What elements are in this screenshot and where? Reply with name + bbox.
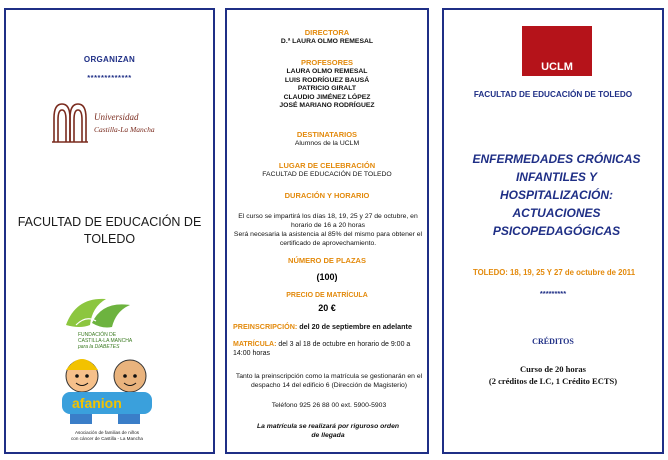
fundacion-line2: CASTILLA-LA MANCHA — [78, 338, 133, 344]
plazas-value: (100) — [316, 272, 338, 282]
matricula-text: del 3 al 18 de octubre en horario de 9:00 a 14:00 horas — [233, 341, 411, 357]
preinscripcion-text: del 20 de septiembre en adelante — [299, 322, 412, 331]
profesor-item: LAURA OLMO REMESAL — [286, 68, 368, 75]
stars-divider: ********* — [539, 289, 567, 298]
duracion-heading: DURACIÓN Y HORARIO — [284, 191, 370, 200]
afanion-caption-2: con cáncer de Castilla - La Mancha — [70, 436, 144, 441]
fundacion-line3: para la DIABETES — [78, 344, 120, 350]
duracion-text: El curso se impartirá los días 18, 19, 25 y 27 de octubre, en horario de 16 a 20 horas — [238, 213, 418, 229]
profesor-item: CLAUDIO JIMÉNEZ LÓPEZ — [283, 93, 371, 101]
title-line: PSICOPEDAGÓGICAS — [492, 224, 621, 238]
facultad-line2: TOLEDO — [83, 232, 136, 246]
facultad-header: FACULTAD DE EDUCACIÓN DE TOLEDO — [473, 90, 633, 99]
organizan-heading: ORGANIZAN — [83, 55, 136, 64]
asistencia-text: Será necesaria la asistencia al 85% del mismo para obtener el certificado de aprovechamiento. — [233, 231, 423, 247]
uclm-university-logo — [50, 98, 175, 146]
destinatarios-heading: DESTINATARIOS — [296, 130, 358, 139]
matricula-label: MATRÍCULA: — [233, 341, 277, 348]
plazas-heading: NÚMERO DE PLAZAS — [288, 256, 366, 265]
nota-text: La matrícula se realizará por riguroso orden de llegada — [256, 423, 400, 439]
facultad-title — [12, 214, 207, 248]
title-line: HOSPITALIZACIÓN: — [499, 188, 614, 202]
uclm-badge-text: UCLM — [541, 61, 573, 73]
right-panel — [442, 8, 664, 454]
creditos-line2: (2 créditos de LC, 1 Crédito ECTS) — [488, 376, 618, 386]
title-line: ACTUACIONES — [512, 206, 601, 220]
afanion-word: afanion — [72, 395, 122, 411]
profesor-item: LUIS RODRÍGUEZ BAUSÁ — [284, 76, 370, 84]
left-panel — [4, 8, 215, 454]
preinscripcion-label: PREINSCRIPCIÓN: — [233, 322, 298, 331]
fundacion-diabetes-logo — [46, 295, 186, 351]
preinscripcion-block — [233, 323, 425, 332]
profesor-item: JOSÉ MARIANO RODRÍGUEZ — [279, 102, 375, 109]
children-logo-icon — [52, 348, 162, 448]
profesores-list — [227, 68, 427, 111]
facultad-line1: FACULTAD DE EDUCACIÓN DE — [17, 215, 202, 229]
leaf-logo-icon — [46, 295, 186, 351]
creditos-line1: Curso de 20 horas — [520, 364, 586, 374]
telefono-text: Teléfono 925 26 88 00 ext. 5900-5903 — [271, 402, 387, 409]
course-title — [454, 150, 659, 240]
title-line: ENFERMEDADES CRÓNICAS — [472, 152, 641, 166]
fundacion-line1: FUNDACIÓN DE — [78, 332, 117, 338]
creditos-heading: CRÉDITOS — [532, 337, 574, 346]
lugar-heading: LUGAR DE CELEBRACIÓN — [278, 161, 376, 170]
middle-panel — [225, 8, 429, 454]
title-line: INFANTILES Y — [515, 170, 598, 184]
arches-logo-icon — [50, 98, 175, 146]
precio-heading: PRECIO DE MATRÍCULA — [286, 292, 368, 299]
directora-name: D.ª LAURA OLMO REMESAL — [280, 38, 374, 45]
uclm-logo-line2: Castilla-La Mancha — [94, 125, 155, 134]
uclm-badge — [522, 26, 592, 76]
afanion-caption-1: Asociación de familias de niños — [74, 430, 140, 435]
gestion-text: Tanto la preinscripción como la matrícula se gestionarán en el despacho 14 del edificio 6 (Dirección de Magisterio) — [235, 373, 423, 389]
matricula-block — [233, 341, 425, 358]
stars-divider: ************* — [87, 73, 132, 82]
lugar-text: FACULTAD DE EDUCACIÓN DE TOLEDO — [262, 171, 392, 178]
directora-heading: DIRECTORA — [304, 28, 350, 37]
afanion-logo — [52, 348, 162, 448]
profesor-item: PATRICIO GIRALT — [297, 85, 357, 92]
destinatarios-text: Alumnos de la UCLM — [294, 140, 360, 147]
precio-value: 20 € — [318, 303, 336, 313]
profesores-heading: PROFESORES — [300, 58, 354, 67]
course-dates: TOLEDO: 18, 19, 25 Y 27 de octubre de 2011 — [472, 268, 636, 277]
uclm-logo-line1: Universidad — [94, 112, 139, 122]
